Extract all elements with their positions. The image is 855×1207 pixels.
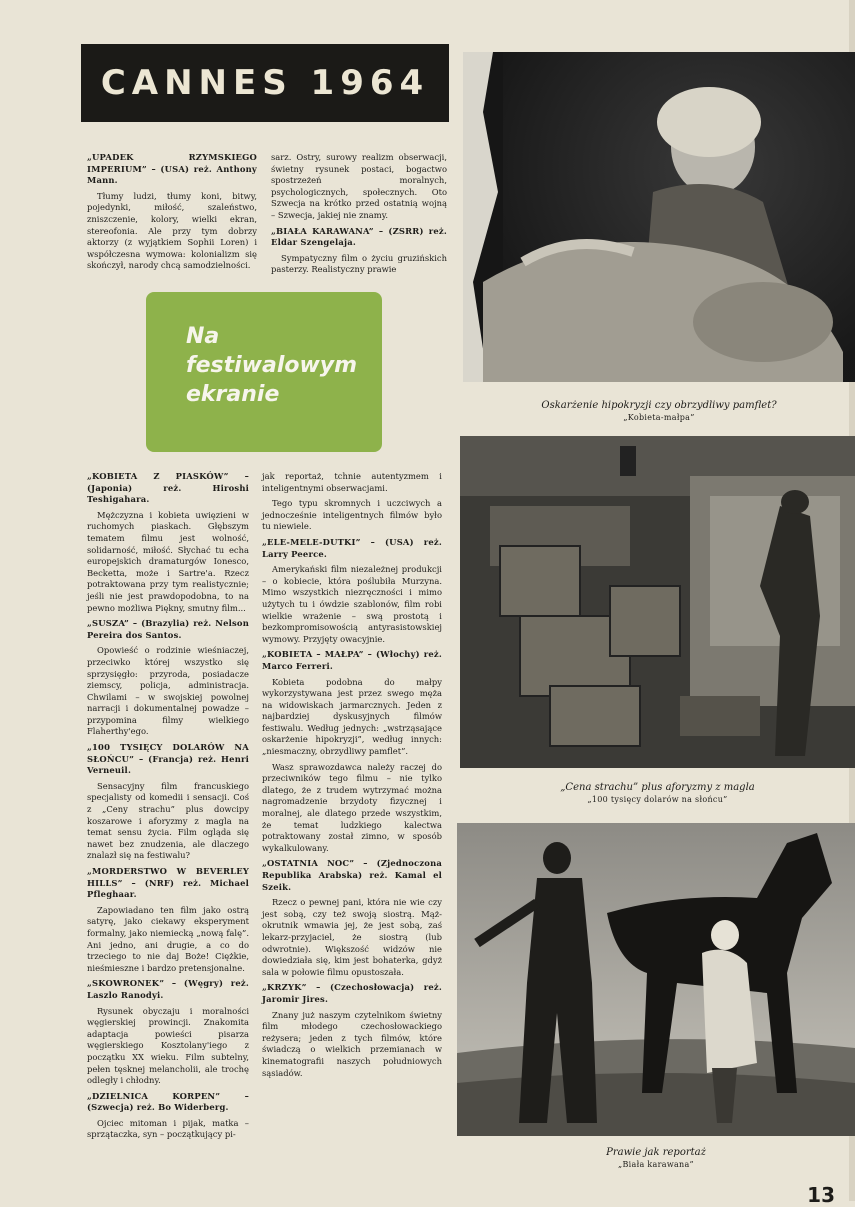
article-paragraph: Opowieść o rodzinie wieśniaczej, przeciwko której wszystko się sprzysięgło: przyroda, posiadacze ziemscy, policja, administracja. Chwilami – w swojskiej powolnej narracji i dokumentalnej powadze – przypomina filmy wielkiego Flaherthy'ego. <box>87 645 249 737</box>
article-paragraph: Tego typu skromnych i uczciwych a jednocześnie inteligentnych filmów było tu niewiele. <box>262 498 442 532</box>
film-heading: „SKOWRONEK” – (Węgry) reż. Laszlo Ranodyi. <box>87 978 249 1000</box>
film-heading: „MORDERSTWO W BEVERLEY HILLS” – (NRF) reż. Michael Pfleghaar. <box>87 866 249 900</box>
film-heading: „OSTATNIA NOC” – (Zjednoczona Republika Arabska) reż. Kamal el Szeik. <box>262 858 442 892</box>
top-column-1 <box>87 152 257 276</box>
film-heading: „KOBIETA Z PIASKÓW” – (Japonia) reż. Hiroshi Teshigahara. <box>87 471 249 505</box>
film-heading: „KRZYK” – (Czechosłowacja) reż. Jaromir Jires. <box>262 982 442 1004</box>
photo-100-tysiecy-dolarow <box>460 436 855 768</box>
text-column-1 <box>87 471 249 1145</box>
film-heading: „BIAŁA KARAWANA” – (ZSRR) reż. Eldar Szengelaja. <box>271 225 447 248</box>
section-title-box <box>146 292 382 452</box>
film-heading: „UPADEK RZYMSKIEGO IMPERIUM” – (USA) reż. Anthony Mann. <box>87 152 257 186</box>
article-paragraph: Tłumy ludzi, tłumy koni, bitwy, pojedynki, miłość, szaleństwo, zniszczenie, kolory, wielki ekran, stereofonia. Ale przy tym dobrzy aktorzy (z wyjątkiem Sophii Loren) i współczesna wymowa: kolonializm się skończył, narody chcą samodzielności. <box>87 190 257 271</box>
article-paragraph: jak reportaż, tchnie autentyzmem i inteligentnymi obserwacjami. <box>262 471 442 493</box>
section-title-line: festiwalowym <box>186 353 358 378</box>
section-title-line: Na <box>186 324 220 349</box>
article-paragraph: Kobieta podobna do małpy wykorzystywana jest przez swego męża na widowiskach jarmarcznych. Jeden z najbardziej dyskusyjnych filmów festiwalu. Według jednych: „wstrząsające oskarżenie hipokryzji”, według innych: „niesmaczny, obrzydliwy pamflet”. <box>262 676 442 757</box>
article-paragraph: Mężczyzna i kobieta uwięzieni w ruchomych piaskach. Głębszym tematem filmu jest wolność, solidarność, miłość. Słychać tu echa europejskich dramaturgów Ionesco, Becketta, może i Sartre'a. Rzecz potraktowana przy tym realistycznie; jeśli nie jest prawdopodobna, to na pewno możliwa Piękny, smutny film... <box>87 509 249 613</box>
film-heading: „DZIELNICA KORPEN” – (Szwecja) reż. Bo Widerberg. <box>87 1090 249 1113</box>
photo-caption <box>460 782 855 806</box>
page-number: 13 <box>807 1183 835 1207</box>
caption-main: „Cena strachu” plus aforyzmy z magla <box>560 782 755 793</box>
article-paragraph: Znany już naszym czytelnikom świetny film młodego czechosłowackiego reżysera; jeden z tych filmów, które świadczą o wielkich przemianach w kinematografii naszych południowych sąsiadów. <box>262 1009 442 1078</box>
film-heading: „SUSZA” – (Brazylia) reż. Nelson Pereira dos Santos. <box>87 618 249 640</box>
article-paragraph: Sensacyjny film francuskiego specjalisty od komedii i sensacji. Coś z „Ceny strachu” plus dowcipy koszarowe i aforyzmy z magla na temat sensu życia. Film ogląda się nawet bez znudzenia, ale dlaczego znalazł się na festiwalu? <box>87 780 249 861</box>
section-title-line: ekranie <box>186 382 280 407</box>
caption-film-title: „Biała karawana” <box>618 1160 694 1169</box>
photo-kobieta-malpa <box>463 52 855 382</box>
article-paragraph: Ojciec mitoman i pijak, matka – sprzątaczka, syn – początkujący pi- <box>87 1117 249 1140</box>
article-paragraph: Zapowiadano ten film jako ostrą satyrę, jako ciekawy eksperyment formalny, jako niemiecką „nową falę”. Ani jedno, ani drugie, a co do trzeciego to nie daj Boże! Ciężkie, nieśmieszne i bardzo pretensjonalne. <box>87 904 249 973</box>
page-title: CANNES 1964 <box>81 44 449 122</box>
film-heading: „100 TYSIĘCY DOLARÓW NA SŁOŃCU” – (Francja) reż. Henri Verneuil. <box>87 742 249 776</box>
photo-biala-karawana <box>457 823 855 1136</box>
article-paragraph: Sympatyczny film o życiu gruzińskich pasterzy. Realistyczny prawie <box>271 252 447 275</box>
film-heading: „ELE-MELE-DUTKI” – (USA) reż. Larry Peerce. <box>262 536 442 559</box>
top-column-2 <box>271 152 447 280</box>
article-paragraph: Rzecz o pewnej pani, która nie wie czy jest sobą, czy też swoją siostrą. Mąż-okrutnik wmawia jej, że jest sobą, zaś lekarz-przyjaciel, że siostrą (lub odwrotnie). Większość widzów nie dowiedziała się, kim jest bohaterka, gdyż sala w połowie filmu opustoszała. <box>262 897 442 977</box>
article-paragraph: sarz. Ostry, surowy realizm obserwacji, świetny rysunek postaci, bogactwo spostrzeżeń moralnych, psychologicznych, społecznych. Oto Szwecja na krótko przed ostatnią wojną – Szwecja, jakiej nie znamy. <box>271 152 447 220</box>
photo-caption <box>463 400 855 424</box>
text-column-2 <box>262 471 442 1083</box>
caption-main: Oskarżenie hipokryzji czy obrzydliwy pamflet? <box>541 400 777 411</box>
photo-caption <box>457 1147 855 1171</box>
film-heading: „KOBIETA – MAŁPA” – (Włochy) reż. Marco Ferreri. <box>262 649 442 671</box>
caption-film-title: „Kobieta-małpa” <box>623 413 695 422</box>
article-paragraph: Wasz sprawozdawca należy raczej do przeciwników tego filmu – nie tylko dlatego, że z trudem wytrzymać można nagromadzenie brzydoty fizycznej i moralnej, ale dlatego przede wszystkim, że temat ludzkiego kalectwa potraktowany został zimno, w sposób wykalkulowany. <box>262 761 442 853</box>
article-paragraph: Amerykański film niezależnej produkcji – o kobiecie, która poślubiła Murzyna. Mimo wszystkich niezręczności i mimo użytych tu i ówdzie szablonów, film robi wielkie wrażenie – swą prostotą i bezkompromisowością antyrasistowskiej wymowy. Przyjęty owacyjnie. <box>262 564 442 644</box>
caption-main: Prawie jak reportaż <box>606 1147 706 1158</box>
article-paragraph: Rysunek obyczaju i moralności węgierskiej prowincji. Znakomita adaptacja powieści pisarza węgierskiego Kosztolany'iego z początku XX wieku. Film subtelny, pełen tęsknej melancholii, ale trochę odległy i chłodny. <box>87 1005 249 1086</box>
caption-film-title: „100 tysięcy dolarów na słońcu” <box>587 795 728 804</box>
